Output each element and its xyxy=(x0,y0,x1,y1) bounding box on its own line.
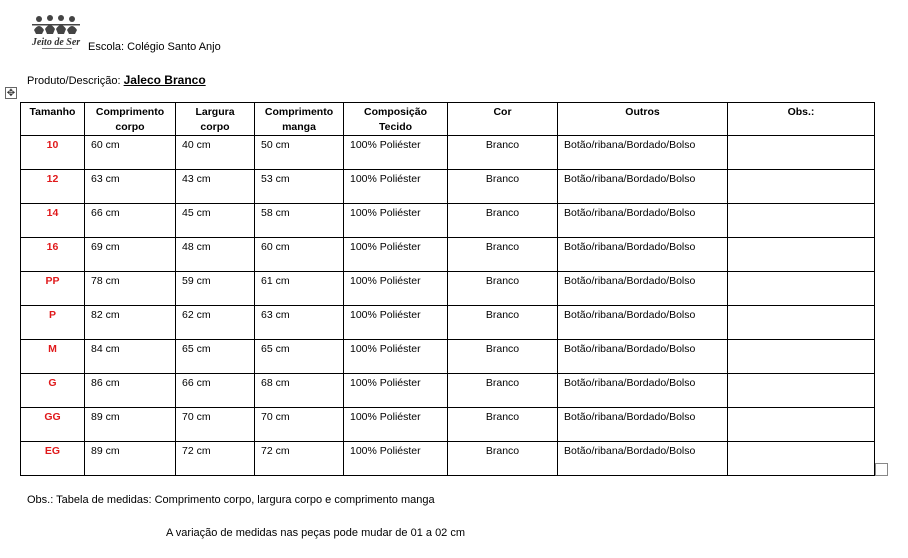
table-cell: 45 cm xyxy=(176,204,255,238)
table-cell: 89 cm xyxy=(85,442,176,476)
measurement-note: Obs.: Tabela de medidas: Comprimento corpo, largura corpo e comprimento manga xyxy=(27,494,435,506)
school-label: Escola: xyxy=(88,41,128,53)
table-cell: 72 cm xyxy=(255,442,344,476)
color-cell: Branco xyxy=(448,442,558,476)
table-cell: 100% Poliéster xyxy=(344,340,448,374)
variation-note: A variação de medidas nas peças pode mudar de 01 a 02 cm xyxy=(166,527,466,539)
product-name: Jaleco Branco xyxy=(123,73,206,87)
size-cell: P xyxy=(21,306,85,340)
table-row xyxy=(21,170,875,204)
table-cell: 72 cm xyxy=(176,442,255,476)
table-cell: Botão/ribana/Bordado/Bolso xyxy=(558,204,728,238)
obs-cell xyxy=(728,170,875,204)
table-row xyxy=(21,272,875,306)
obs-cell xyxy=(728,204,875,238)
size-cell: G xyxy=(21,374,85,408)
table-cell: Botão/ribana/Bordado/Bolso xyxy=(558,272,728,306)
table-row xyxy=(21,442,875,476)
obs-cell xyxy=(728,238,875,272)
table-cell: Botão/ribana/Bordado/Bolso xyxy=(558,442,728,476)
size-cell: 12 xyxy=(21,170,85,204)
size-cell: M xyxy=(21,340,85,374)
table-cell: Botão/ribana/Bordado/Bolso xyxy=(558,238,728,272)
color-cell: Branco xyxy=(448,408,558,442)
size-cell: PP xyxy=(21,272,85,306)
obs-cell xyxy=(728,136,875,170)
obs-cell xyxy=(728,340,875,374)
table-body xyxy=(21,136,875,476)
table-cell: 100% Poliéster xyxy=(344,170,448,204)
table-cell: 84 cm xyxy=(85,340,176,374)
color-cell: Branco xyxy=(448,136,558,170)
table-cell: 63 cm xyxy=(85,170,176,204)
table-cell: Botão/ribana/Bordado/Bolso xyxy=(558,408,728,442)
column-header: Composição Tecido xyxy=(344,103,448,136)
table-cell: 61 cm xyxy=(255,272,344,306)
color-cell: Branco xyxy=(448,340,558,374)
table-cell: 65 cm xyxy=(176,340,255,374)
table-cell: Botão/ribana/Bordado/Bolso xyxy=(558,340,728,374)
school-logo-children-icon xyxy=(30,14,86,52)
table-cell: 63 cm xyxy=(255,306,344,340)
color-cell: Branco xyxy=(448,374,558,408)
column-header: Comprimento corpo xyxy=(85,103,176,136)
obs-cell xyxy=(728,442,875,476)
table-cell: 70 cm xyxy=(255,408,344,442)
table-cell: 86 cm xyxy=(85,374,176,408)
table-cell: 66 cm xyxy=(176,374,255,408)
column-header: Comprimento manga xyxy=(255,103,344,136)
table-cell: 60 cm xyxy=(255,238,344,272)
table-cell: 100% Poliéster xyxy=(344,442,448,476)
table-cell: 62 cm xyxy=(176,306,255,340)
table-cell: 100% Poliéster xyxy=(344,136,448,170)
table-cell: 53 cm xyxy=(255,170,344,204)
column-header: Tamanho xyxy=(21,103,85,136)
table-cell: 89 cm xyxy=(85,408,176,442)
color-cell: Branco xyxy=(448,204,558,238)
color-cell: Branco xyxy=(448,238,558,272)
obs-cell xyxy=(728,306,875,340)
size-cell: EG xyxy=(21,442,85,476)
size-cell: 10 xyxy=(21,136,85,170)
table-cell: Botão/ribana/Bordado/Bolso xyxy=(558,170,728,204)
table-cell: 68 cm xyxy=(255,374,344,408)
table-row xyxy=(21,408,875,442)
logo-text: Jeito de Ser xyxy=(31,37,81,48)
table-cell: 100% Poliéster xyxy=(344,306,448,340)
table-cell: 100% Poliéster xyxy=(344,204,448,238)
table-cell: 100% Poliéster xyxy=(344,238,448,272)
school-line xyxy=(88,41,221,53)
column-header: Obs.: xyxy=(728,103,875,136)
table-row xyxy=(21,306,875,340)
table-move-handle-icon[interactable]: ✥ xyxy=(6,88,16,99)
school-name: Colégio Santo Anjo xyxy=(127,41,221,53)
size-cell: 14 xyxy=(21,204,85,238)
product-line xyxy=(27,73,206,87)
table-row xyxy=(21,238,875,272)
obs-cell xyxy=(728,272,875,306)
color-cell: Branco xyxy=(448,306,558,340)
column-header: Cor xyxy=(448,103,558,136)
table-cell: 43 cm xyxy=(176,170,255,204)
table-cell: 65 cm xyxy=(255,340,344,374)
size-cell: GG xyxy=(21,408,85,442)
obs-cell xyxy=(728,408,875,442)
color-cell: Branco xyxy=(448,170,558,204)
table-cell: 100% Poliéster xyxy=(344,374,448,408)
table-cell: 58 cm xyxy=(255,204,344,238)
table-cell: 66 cm xyxy=(85,204,176,238)
table-row xyxy=(21,204,875,238)
table-row xyxy=(21,374,875,408)
table-cell: 78 cm xyxy=(85,272,176,306)
table-cell: 40 cm xyxy=(176,136,255,170)
table-cell: Botão/ribana/Bordado/Bolso xyxy=(558,306,728,340)
school-logo xyxy=(30,14,86,52)
table-cell: 82 cm xyxy=(85,306,176,340)
table-cell: Botão/ribana/Bordado/Bolso xyxy=(558,374,728,408)
table-resize-handle[interactable] xyxy=(875,463,888,476)
table-cell: 100% Poliéster xyxy=(344,272,448,306)
table-row xyxy=(21,136,875,170)
table-header-row xyxy=(21,103,875,136)
table-cell: 59 cm xyxy=(176,272,255,306)
size-cell: 16 xyxy=(21,238,85,272)
table-cell: Botão/ribana/Bordado/Bolso xyxy=(558,136,728,170)
color-cell: Branco xyxy=(448,272,558,306)
size-table xyxy=(20,102,875,476)
obs-cell xyxy=(728,374,875,408)
column-header: Outros xyxy=(558,103,728,136)
table-cell: 70 cm xyxy=(176,408,255,442)
product-label: Produto/Descrição: xyxy=(27,75,124,87)
column-header: Largura corpo xyxy=(176,103,255,136)
table-cell: 69 cm xyxy=(85,238,176,272)
table-cell: 48 cm xyxy=(176,238,255,272)
table-cell: 100% Poliéster xyxy=(344,408,448,442)
table-cell: 50 cm xyxy=(255,136,344,170)
table-cell: 60 cm xyxy=(85,136,176,170)
table-row xyxy=(21,340,875,374)
